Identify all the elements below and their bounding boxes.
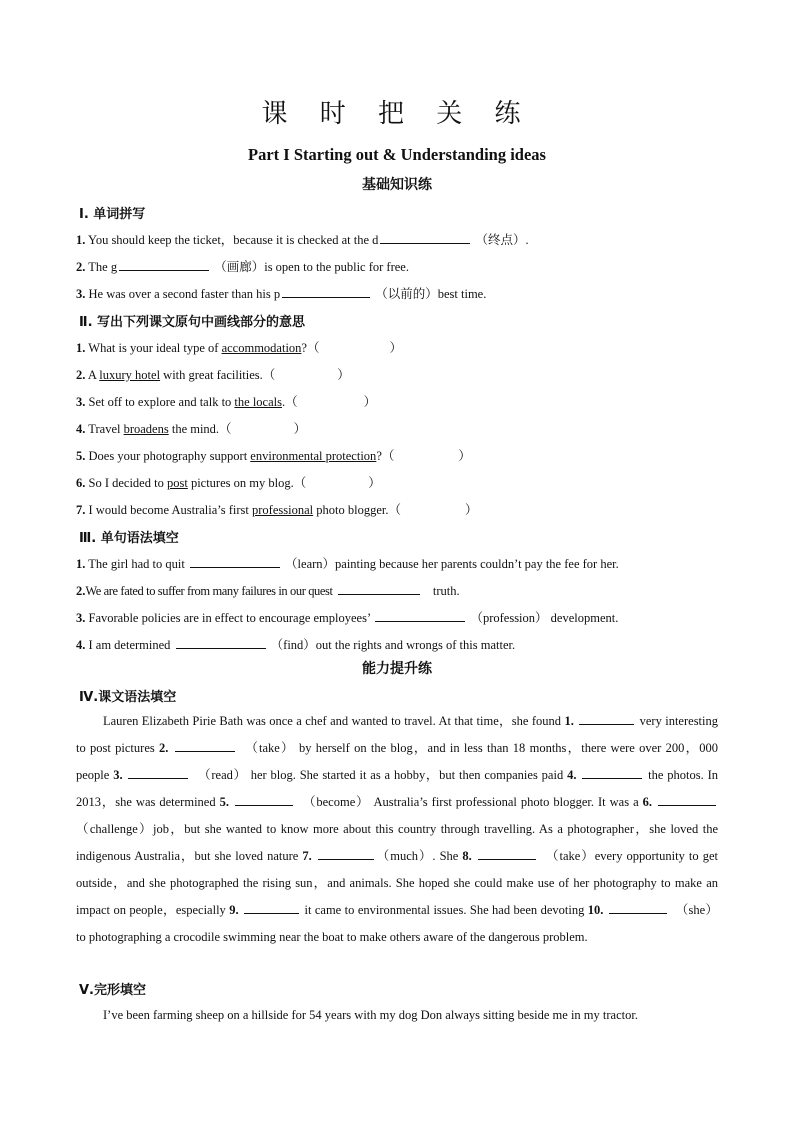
- answer-blank[interactable]: [119, 257, 209, 271]
- question-number: 2.: [76, 368, 86, 382]
- passage-text: I’ve been farming sheep on a hillside for 54 years with my dog Don always sitting beside me in my tractor.: [103, 1008, 638, 1022]
- passage-text: （take）every opportunity to get outside，and she photographed the rising sun，and animals. She hoped she could make use of her photography to make an impact on people，especially: [76, 849, 718, 917]
- blank-number: 7.: [302, 849, 312, 863]
- passage-text: Lauren Elizabeth Pirie Bath was once a chef and wanted to travel. At that time，she found: [103, 714, 565, 728]
- blank-number: 3.: [113, 768, 123, 782]
- blank-number: 6.: [642, 795, 652, 809]
- answer-blank[interactable]: [375, 608, 465, 622]
- blank-number: 1.: [564, 714, 574, 728]
- part-heading: Part I Starting out & Understanding ideas: [248, 145, 546, 164]
- s2-question-4: [76, 419, 306, 437]
- paren-open: ?（: [301, 341, 320, 355]
- s2-question-5: [76, 446, 471, 464]
- answer-blank-4[interactable]: [582, 765, 642, 779]
- s2-question-7: [76, 500, 477, 518]
- answer-blank[interactable]: [282, 284, 370, 298]
- question-text: He was over a second faster than his p: [88, 287, 281, 301]
- question-number: 7.: [76, 503, 86, 517]
- question-number: 1.: [76, 557, 86, 571]
- passage-text: （challenge）job，but she wanted to know more about this country through travelling. As a photographer，she loved the indigenous Australia，but she loved nature: [76, 822, 718, 863]
- s2-question-3: [76, 392, 376, 410]
- underlined-phrase: professional: [252, 503, 314, 517]
- passage-text: （read） her blog. She started it as a hobby，but then companies paid: [204, 768, 568, 782]
- s1-question-3: [76, 284, 486, 302]
- s2-question-1: [76, 338, 402, 356]
- question-number: 1.: [76, 233, 86, 247]
- blank-number: 2.: [159, 741, 169, 755]
- paren-close: ）: [389, 341, 402, 355]
- paren-close: ）: [368, 476, 381, 490]
- question-text: Travel: [88, 422, 124, 436]
- question-number: 4.: [76, 422, 86, 436]
- paren-open: pictures on my blog.（: [187, 476, 307, 490]
- question-number: 3.: [76, 395, 86, 409]
- paren-close: ）: [458, 449, 471, 463]
- answer-blank-6[interactable]: [658, 792, 716, 806]
- answer-blank-1[interactable]: [579, 711, 634, 725]
- passage-text: （become） Australia’s first professional photo blogger. It was a: [309, 795, 643, 809]
- blank-number: 5.: [219, 795, 229, 809]
- answer-blank-7[interactable]: [318, 846, 374, 860]
- underlined-phrase: luxury hotel: [99, 368, 161, 382]
- paren-open: photo blogger.（: [313, 503, 401, 517]
- grammar-cloze-passage: [76, 708, 718, 951]
- passage-text: it came to environmental issues. She had been devoting: [301, 903, 588, 917]
- question-number: 5.: [76, 449, 86, 463]
- question-number: 3.: [76, 287, 86, 301]
- s3-question-1: [76, 554, 619, 572]
- underlined-phrase: broadens: [123, 422, 169, 436]
- paren-open: the mind.（: [168, 422, 232, 436]
- s1-question-1: [76, 230, 529, 248]
- passage-text: （take） by herself on the blog，and in less than 18 months，there were over 200，000 people: [76, 741, 719, 782]
- question-hint: truth.: [432, 584, 460, 598]
- s3-question-3: [76, 608, 618, 626]
- question-hint: （find）out the rights and wrongs of this matter.: [270, 638, 516, 652]
- question-hint: （画廊）is open to the public for free.: [214, 260, 409, 274]
- passage-text: （she）to photographing a crocodile swimming near the boat to make others aware of the dangerous problem.: [76, 903, 718, 944]
- question-text: I am determined: [88, 638, 171, 652]
- question-text: The girl had to quit: [88, 557, 185, 571]
- question-text: We are fated to suffer from many failures in our quest: [85, 584, 333, 598]
- question-text: Favorable policies are in effect to encourage employees’: [88, 611, 371, 625]
- subheading-basic: 基础知识练: [362, 177, 432, 193]
- paren-open: .（: [281, 395, 298, 409]
- passage-text: very interesting to post pictures: [76, 714, 718, 755]
- answer-blank[interactable]: [190, 554, 280, 568]
- question-number: 6.: [76, 476, 86, 490]
- cloze-passage: [76, 1002, 718, 1029]
- underlined-phrase: environmental protection: [250, 449, 377, 463]
- question-text: Set off to explore and talk to: [88, 395, 235, 409]
- question-number: 3.: [76, 611, 86, 625]
- paren-close: ）: [363, 395, 377, 409]
- section-1-heading: Ⅰ. 单词拼写: [79, 207, 146, 222]
- answer-blank-3[interactable]: [128, 765, 188, 779]
- paren-open: with great facilities.（: [160, 368, 276, 382]
- question-text: I would become Australia’s first: [88, 503, 253, 517]
- section-5-heading: Ⅴ.完形填空: [79, 983, 146, 998]
- question-text: A: [87, 368, 100, 382]
- section-2-heading: Ⅱ. 写出下列课文原句中画线部分的意思: [79, 315, 306, 330]
- underlined-phrase: accommodation: [221, 341, 302, 355]
- question-number: 4.: [76, 638, 86, 652]
- s1-question-2: [76, 257, 409, 275]
- question-text: So I decided to: [88, 476, 167, 490]
- answer-blank-9[interactable]: [244, 900, 299, 914]
- question-text: Does your photography support: [88, 449, 251, 463]
- paren-close: ）: [337, 368, 350, 382]
- answer-blank-10[interactable]: [609, 900, 667, 914]
- paren-close: ）: [293, 422, 307, 436]
- question-number: 2.: [76, 260, 86, 274]
- question-hint: （以前的）best time.: [375, 287, 487, 301]
- answer-blank[interactable]: [338, 581, 420, 595]
- answer-blank[interactable]: [176, 635, 266, 649]
- paren-open: ?（: [376, 449, 395, 463]
- answer-blank[interactable]: [380, 230, 470, 244]
- answer-blank-5[interactable]: [235, 792, 293, 806]
- subheading-advanced: 能力提升练: [362, 661, 432, 677]
- answer-blank-8[interactable]: [478, 846, 536, 860]
- answer-blank-2[interactable]: [175, 738, 235, 752]
- blank-number: 10.: [587, 903, 604, 917]
- passage-text: （much）. She: [375, 849, 463, 863]
- blank-number: 4.: [567, 768, 577, 782]
- section-3-heading: Ⅲ. 单句语法填空: [79, 531, 179, 546]
- question-text: You should keep the ticket，because it is checked at the d: [88, 233, 379, 247]
- question-number: 1.: [76, 341, 86, 355]
- s2-question-2: [76, 365, 350, 383]
- question-text: What is your ideal type of: [88, 341, 222, 355]
- blank-number: 8.: [462, 849, 472, 863]
- s3-question-4: [76, 635, 515, 653]
- section-4-heading: Ⅳ.课文语法填空: [79, 690, 177, 705]
- question-hint: （终点）.: [475, 233, 529, 247]
- question-hint: （learn）painting because her parents couldn’t pay the fee for her.: [285, 557, 619, 571]
- s3-question-2: [76, 581, 460, 599]
- page-title: 课 时 把 关 练: [261, 99, 533, 129]
- s2-question-6: [76, 473, 381, 491]
- underlined-phrase: post: [166, 476, 188, 490]
- question-hint: （profession） development.: [470, 611, 619, 625]
- question-text: The g: [88, 260, 118, 274]
- paren-close: ）: [464, 503, 478, 517]
- blank-number: 9.: [229, 903, 239, 917]
- passage-text: the photos. In 2013，she was determined: [76, 768, 719, 809]
- question-number: 2.: [76, 584, 86, 598]
- underlined-phrase: the locals: [234, 395, 282, 409]
